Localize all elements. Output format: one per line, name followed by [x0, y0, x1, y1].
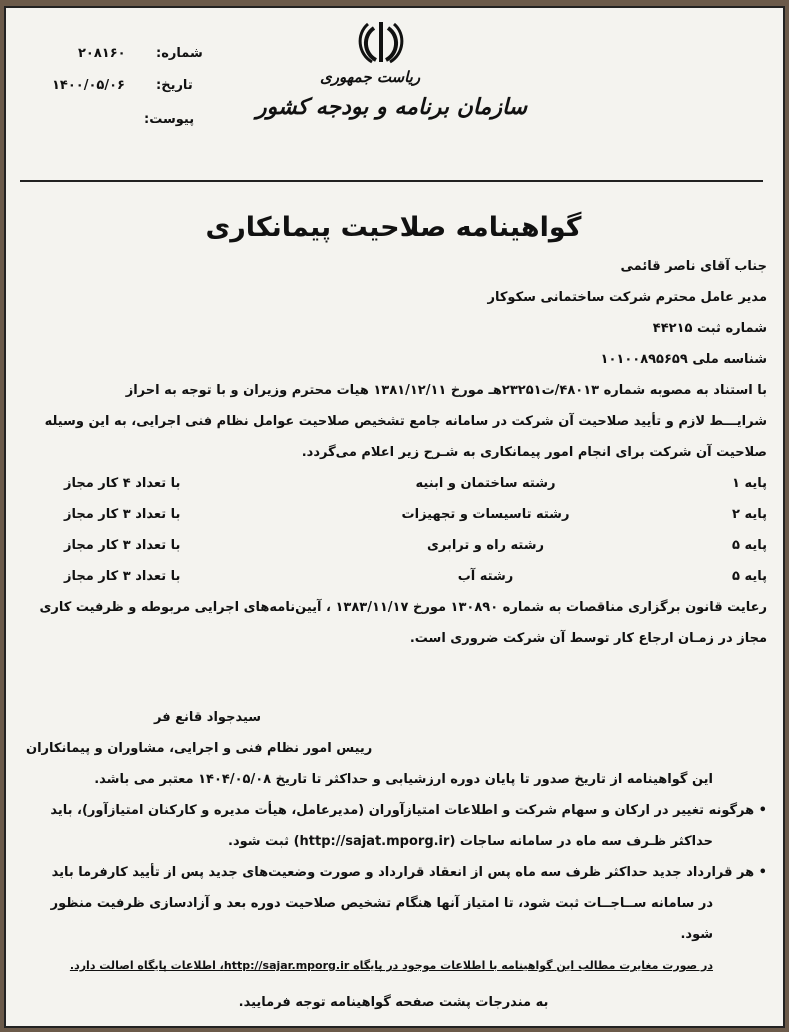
qualification-row [20, 561, 767, 592]
letterhead [20, 8, 767, 180]
recipient-name: جناب آقای ناصر قائمی [620, 259, 767, 274]
certificate-page [4, 6, 785, 1028]
grade: پایه ۲ [732, 507, 767, 522]
number-value: ۲۰۸۱۶۰ [78, 46, 126, 61]
field: رشته آب [457, 569, 514, 584]
qualification-row [20, 468, 767, 499]
compliance-line: مجاز در زمـان ارجاع کار توسط آن شرکت ضروری است. [409, 631, 767, 646]
grade: پایه ۵ [732, 538, 767, 553]
date-value: ۱۴۰۰/۰۵/۰۶ [52, 78, 125, 93]
grade: پایه ۵ [732, 569, 767, 584]
intro-line: صلاحیت آن شرکت برای انجام امور پیمانکاری به شـرح زیر اعلام می‌گردد. [301, 445, 767, 460]
date-label: تاریخ: [156, 78, 193, 93]
intro-line: شرایـــط لازم و تأیید صلاحیت آن شرکت در سامانه جامع تشخیص صلاحیت عوامل نظام فنی اجرایی، به این وسیله [44, 414, 767, 429]
discrepancy-note: در صورت مغایرت مطالب این گواهینامه با اطلاعات موجود در پایگاه http://sajar.mporg.ir، اطلاعات پایگاه اصالت دارد. [69, 959, 713, 972]
number-label: شماره: [156, 46, 203, 61]
recipient-position: مدیر عامل محترم شرکت ساختمانی سکوکار [487, 290, 767, 305]
signatory-title: رییس امور نظام فنی و اجرایی، مشاوران و پیمانکاران [26, 741, 373, 756]
capacity: با تعداد ۴ کار مجاز [64, 476, 181, 491]
registration-number: شماره ثبت ۴۴۲۱۵ [652, 321, 767, 336]
grade: پایه ۱ [732, 476, 767, 491]
signatory-name: سیدجواد قانع فر [154, 710, 262, 725]
note-line: در سامانه ســاجــات ثبت شود، تا امتیاز آنها هنگام تشخیص صلاحیت دوره بعد و آزادسازی ظرفیت منظور شود. [50, 896, 713, 942]
capacity: با تعداد ۳ کار مجاز [64, 538, 181, 553]
certificate-body [20, 251, 767, 1018]
field: رشته تاسیسات و تجهیزات [401, 507, 570, 522]
note-line: حداکثر ظـرف سه ماه در سامانه ساجات (http://sajat.mporg.ir) ثبت شود. [228, 834, 713, 849]
national-id: شناسه ملی ۱۰۱۰۰۸۹۵۶۵۹ [600, 352, 767, 367]
field: رشته ساختمان و ابنیه [415, 476, 556, 491]
iran-emblem-icon [356, 18, 406, 66]
footer-note: به مندرجات پشت صفحه گواهینامه توجه فرمایید. [238, 995, 549, 1010]
compliance-line: رعایت قانون برگزاری مناقصات به شماره ۱۳۰۸۹۰ مورخ ۱۳۸۳/۱۱/۱۷ ، آیین‌نامه‌های اجرایی مربوطه و ظرفیت کاری [39, 600, 767, 615]
capacity: با تعداد ۳ کار مجاز [64, 507, 181, 522]
certificate-title: گواهینامه صلاحیت پیمانکاری [205, 212, 582, 243]
intro-line: با استناد به مصوبه شماره ۴۸۰۱۳/ت۲۳۲۵۱هـ مورخ ۱۳۸۱/۱۲/۱۱ هیات محترم وزیران و با توجه به احراز [125, 383, 767, 398]
field: رشته راه و ترابری [426, 538, 545, 553]
note-line: • هر قرارداد جدید حداکثر ظرف سه ماه پس از انعقاد قرارداد و صورت وضعیت‌های جدید پس از تأیید کارفرما باید [51, 865, 767, 880]
capacity: با تعداد ۳ کار مجاز [64, 569, 181, 584]
org-name: سازمان برنامه و بودجه کشور [256, 94, 528, 120]
org-parent-name: ریاست جمهوری [320, 68, 421, 86]
qualification-row [20, 530, 767, 561]
note-line: • هرگونه تغییر در ارکان و سهام شرکت و اطلاعات امتیازآوران (مدیرعامل، هیأت مدیره و کارکنان امتیازآور)، باید [50, 803, 767, 818]
validity-statement: این گواهینامه از تاریخ صدور تا پایان دوره ارزشیابی و حداکثر تا تاریخ ۱۴۰۴/۰۵/۰۸ معتبر می باشد. [94, 772, 713, 787]
header-divider [20, 180, 763, 182]
qualification-row [20, 499, 767, 530]
attachment-label: پیوست: [144, 112, 195, 127]
